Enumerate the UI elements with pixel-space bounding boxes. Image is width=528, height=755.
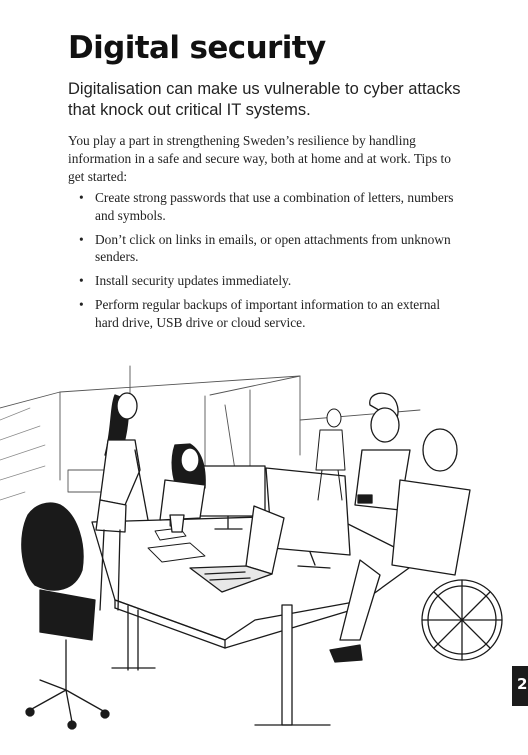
list-item (78, 272, 458, 290)
bullet-icon: • (79, 231, 84, 247)
wall-shading (0, 408, 45, 500)
tip-text: Create strong passwords that use a combination of letters, numbers and symbols. (95, 190, 454, 223)
intro-paragraph: You play a part in strengthening Sweden’s resilience by handling information in a safe and secure way, both at home and at work. Tips to get started: (68, 133, 451, 184)
bullet-icon: • (79, 190, 84, 205)
list-item (78, 296, 458, 331)
tip-text: Don’t click on links in emails, or open attachments from unknown senders. (95, 231, 451, 264)
page-subtitle: Digitalisation can make us vulnerable to cyber attacks that knock out critical IT systems. (68, 80, 461, 119)
page-title: Digital security (68, 30, 326, 66)
tip-text: Install security updates immediately. (95, 273, 292, 288)
bullet-icon: • (79, 297, 84, 312)
list-item (78, 231, 458, 266)
page-number-tab (512, 666, 528, 706)
bullet-icon: • (79, 273, 84, 288)
tips-list (78, 189, 458, 338)
page-number: 2 (517, 675, 528, 693)
person-seated-woman (160, 444, 205, 520)
coffee-cup-icon (170, 515, 184, 532)
list-item (78, 189, 458, 224)
office-scene-illustration (0, 360, 528, 755)
tip-text: Perform regular backups of important information to an external hard drive, USB drive or cloud service. (95, 297, 441, 330)
